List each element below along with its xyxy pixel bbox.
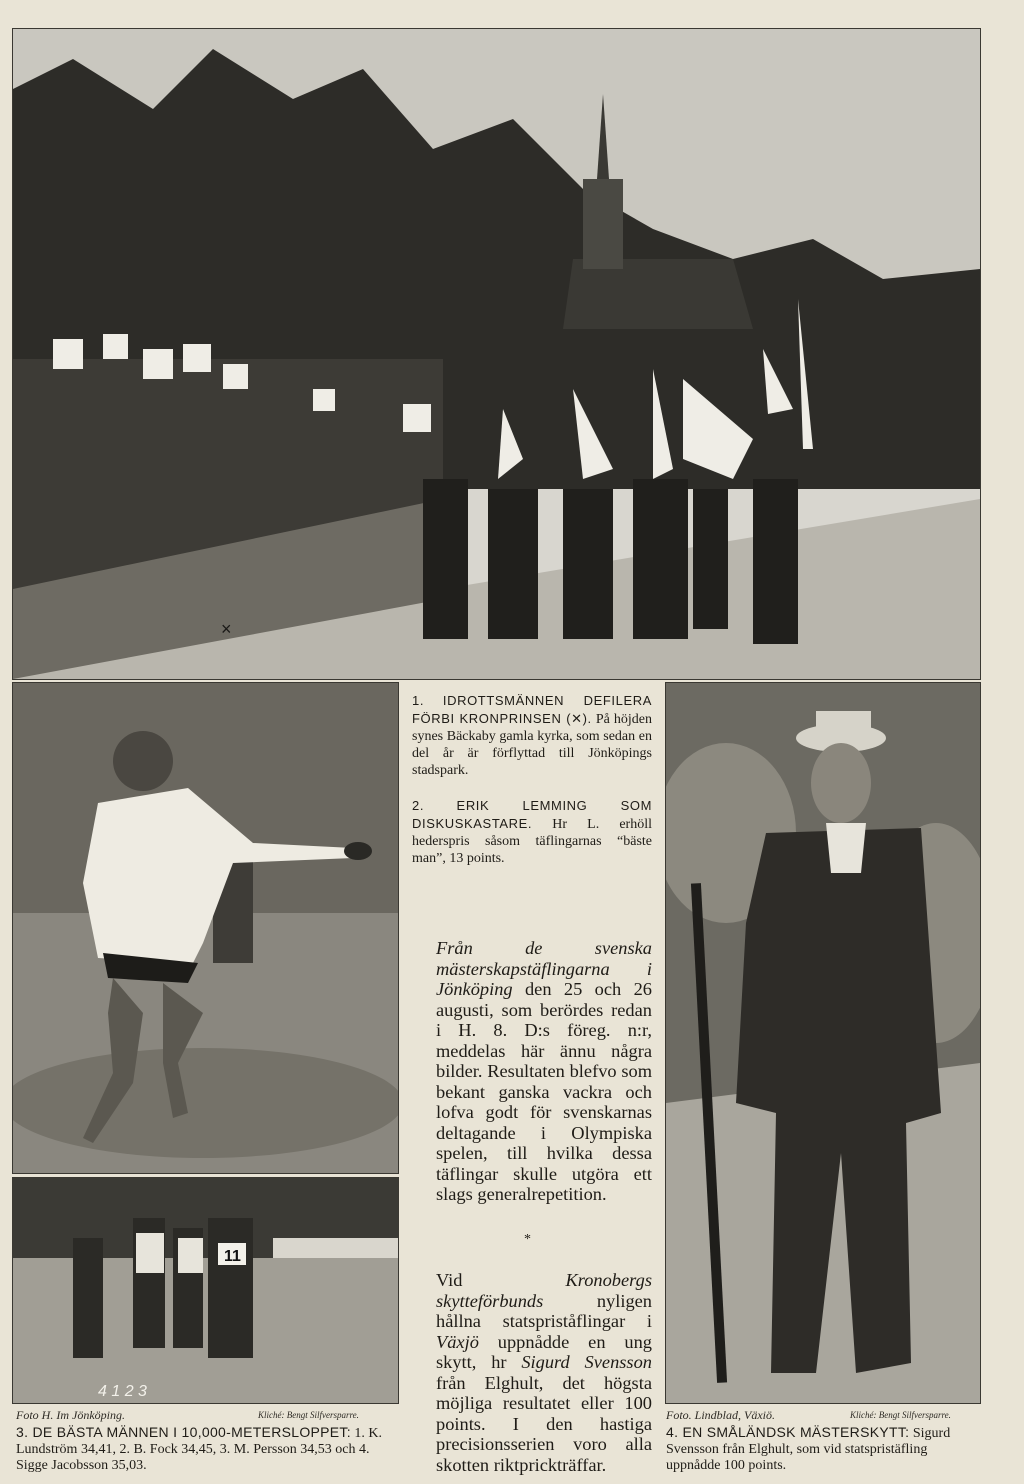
article-2-italic1: Kronobergs skytteförbunds bbox=[436, 1270, 652, 1311]
photo-runners bbox=[12, 1177, 399, 1404]
caption-2-number: 2. bbox=[412, 798, 425, 813]
caption-1-title: IDROTTSMÄNNEN DEFILERA FÖRBI KRONPRINSEN (✕). bbox=[412, 693, 652, 726]
caption-4-text: Sigurd Svensson från Elghult, som vid statspristäfling uppnådde 100 points. bbox=[666, 1426, 951, 1473]
caption-3-title: 3. DE BÄSTA MÄNNEN I 10,000-METERSLOPPET: bbox=[16, 1424, 351, 1440]
caption-1-text: På höjden synes Bäckaby gamla kyrka, som sedan en del år är förflyttad till Jönköpings stadspark. bbox=[412, 712, 653, 778]
article-jonkoping bbox=[436, 938, 652, 1205]
article-2-part3: uppnådde en ung skytt, hr bbox=[436, 1331, 652, 1372]
caption-3-text: 1. K. Lundström 34,41, 2. B. Fock 34,45, 3. M. Persson 34,53 och 4. Sigge Jacobsson 35,03. bbox=[16, 1426, 383, 1473]
caption-1 bbox=[412, 692, 652, 779]
photo-parade bbox=[12, 28, 981, 680]
caption-2-title: ERIK LEMMING SOM DISKUSKASTARE. bbox=[412, 798, 652, 831]
article-2-part2: nyligen hållna statspriståflingar i bbox=[436, 1290, 652, 1331]
caption-block bbox=[412, 692, 652, 885]
article-1-lead: Från de svenska mästerskapstäflingarna i Jönköping bbox=[436, 938, 652, 999]
photo4-photographer-credit: Foto. Lindblad, Växiö. bbox=[666, 1408, 775, 1422]
photo3-cliche-credit: Kliché: Bengt Silfversparre. bbox=[258, 1410, 359, 1420]
caption-3 bbox=[16, 1424, 400, 1474]
article-2-part4: från Elghult, det högsta möjliga resultatet eller 100 points. I den hastiga precisionsserien voro alla skotten riktprickträffar. bbox=[436, 1372, 652, 1475]
caption-4-title: 4. EN SMÅLÄNDSK MÄSTERSKYTT: bbox=[666, 1424, 910, 1440]
photo4-cliche-credit: Kliché: Bengt Silfversparre. bbox=[850, 1410, 951, 1420]
kronprinsen-cross-marker: × bbox=[221, 619, 232, 639]
runner-position-numbers: 4 1 2 3 bbox=[98, 1383, 147, 1400]
article-2-part1: Vid bbox=[436, 1270, 566, 1290]
caption-2-text: Hr L. erhöll hederspris såsom täflingarnas “bäste man”, 13 points. bbox=[412, 817, 652, 866]
article-kronoberg bbox=[436, 1270, 652, 1475]
photo-discus-thrower bbox=[12, 682, 399, 1174]
caption-2 bbox=[412, 797, 652, 867]
runner-bib-number: 11 bbox=[224, 1248, 241, 1265]
photo3-photographer-credit: Foto H. Im Jönköping. bbox=[16, 1408, 125, 1422]
caption-1-number: 1. bbox=[412, 693, 425, 708]
photo-marksman bbox=[665, 682, 981, 1404]
article-2-italic3: Sigurd Svensson bbox=[521, 1352, 652, 1372]
article-2-italic2: Växjö bbox=[436, 1331, 479, 1352]
article-1-body: den 25 och 26 augusti, som berördes redan i H. 8. D:s föreg. n:r, meddelas här ännu några bilder. Resultaten blefvo som bekant ganska vackra och lofva godt för svenskarnas deltagande i Olympiska spelen, till hvilka dessa täflingar skulle utgöra ett slags generalrepetition. bbox=[436, 979, 652, 1204]
section-divider: * bbox=[524, 1232, 531, 1247]
caption-4 bbox=[666, 1424, 984, 1474]
